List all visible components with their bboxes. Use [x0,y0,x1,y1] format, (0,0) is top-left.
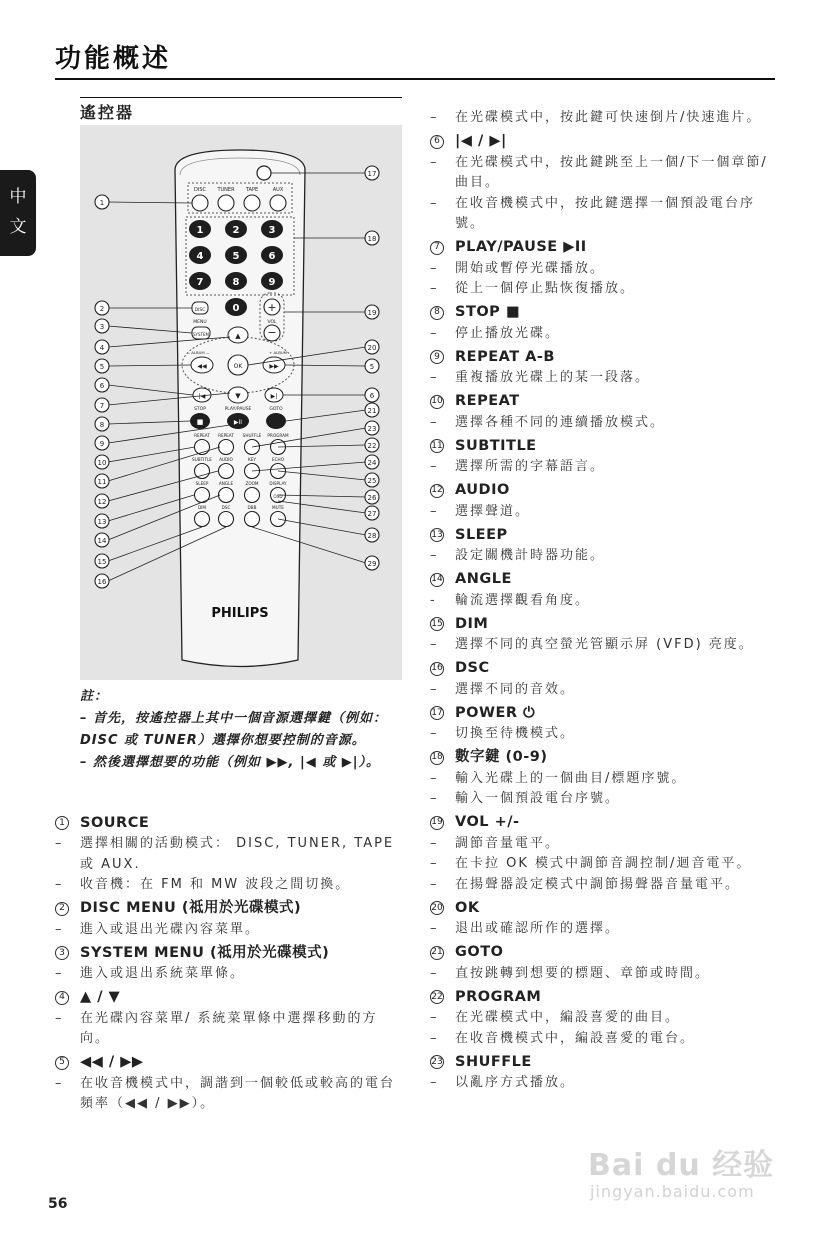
item-title: ◀◀ / ▶▶ [80,1054,144,1071]
function-item-line [55,920,405,941]
function-item-heading [430,480,775,502]
vol-plus-label: + [267,301,277,314]
item-title: REPEAT [455,393,520,410]
bullet-dash: – [430,1030,437,1046]
bullet-dash: – [430,965,437,981]
item-description: 選擇所需的字幕語言。 [455,459,606,474]
function-button [219,488,234,503]
callout-number: 16 [97,578,107,586]
item-description: 輸入光碟上的一個曲目/標題序號。 [455,770,687,786]
function-item-line [430,194,775,235]
item-title: SLEEP [455,526,508,543]
function-button-label: DIM [197,505,207,510]
item-title: PROGRAM [455,988,542,1005]
function-item-heading [430,942,775,964]
item-description: 選擇各種不同的連續播放模式。 [455,414,666,430]
item-description: 輪流選擇觀看角度。 [455,592,591,608]
callout-number: 15 [97,558,107,566]
callout-number: 6 [99,382,105,390]
item-description: 在光碟模式中，按此鍵跳至上一個/下一個章節/曲目。 [455,154,768,190]
watermark-url: jingyan.baidu.com [590,1182,755,1201]
item-description: 設定關機計時器功能。 [455,548,606,563]
item-number-badge: 19 [430,816,444,830]
item-description: 在光碟內容菜單/ 系統菜單條中選擇移動的方向。 [80,1010,378,1046]
bullet-dash: – [430,791,437,806]
item-title: ANGLE [455,571,512,588]
bullet-dash: – [430,370,437,385]
function-item-line [430,875,775,896]
note-line-1: – 首先，按遙控器上其中一個音源選擇鍵（例如：DISC 或 TUNER）選擇你想要控制的音源。 [80,711,388,748]
function-button-label: ZOOM [245,481,259,486]
bullet-dash: – [55,966,62,981]
callout-number: 12 [97,498,107,506]
callout-number: 29 [367,560,377,568]
item-number-badge: 10 [430,395,444,409]
item-number-badge: 21 [430,946,444,960]
digit-label: 3 [268,225,276,236]
callout-number: 5 [99,363,105,371]
function-item-heading [430,702,775,724]
callout-number: 7 [99,402,105,410]
function-button [219,440,234,455]
bullet-dash: – [430,414,437,430]
callout-number: 8 [99,421,105,429]
function-button [195,464,210,479]
function-item-line [430,724,775,745]
source-button [244,195,260,211]
callout-number: 24 [367,459,377,467]
remote-control-illustration [80,125,402,680]
function-button-label: DISPLAY [269,481,287,486]
bullet-dash: – [430,459,437,474]
function-button-label: SHUFFLE [242,433,262,438]
function-item-heading [430,237,775,259]
language-tab-char: 中 [9,187,27,207]
function-item-line [430,413,775,434]
callout-number: 21 [367,407,377,415]
next-label: ▶| [270,393,278,400]
power-button [257,166,271,180]
language-tab [0,170,36,256]
callout-number: 27 [367,510,377,518]
item-number-badge: 6 [430,135,444,149]
disc-menu-label: MENU [193,320,207,325]
item-title: DSC [455,660,490,677]
function-button [195,512,210,527]
item-title: SHUFFLE [455,1053,532,1070]
function-item-heading [55,1052,405,1074]
callout-number: 2 [99,305,105,313]
item-number-badge: 18 [430,751,444,765]
item-description: 直按跳轉到想要的標題、章節或時間。 [455,965,711,981]
function-button-label: ECHO [271,457,285,462]
function-button [219,512,234,527]
function-item-heading [430,391,775,413]
function-item-heading [55,898,405,920]
source-button [192,195,208,211]
item-description: 在揚聲器設定模式中調節揚聲器音量電平。 [455,876,741,892]
bullet-dash: – [430,260,437,276]
function-button-label: SUBTITLE [192,457,212,462]
remote-control-figure [80,125,402,680]
function-list-left [55,810,405,1115]
function-item-heading [430,435,775,457]
function-button [245,488,260,503]
item-title: GOTO [455,944,504,961]
bullet-dash: - [430,592,435,608]
item-description: 選擇不同的真空螢光管顯示屏 (VFD) 亮度。 [455,637,754,652]
function-item-line [430,324,775,345]
play-pause-label: PLAY/PAUSE [224,407,252,412]
digit-label: 2 [232,225,240,236]
stop-label: STOP [194,407,206,412]
digit-label: 5 [232,251,240,262]
bullet-dash: – [55,1075,62,1091]
digit-label: 0 [232,303,240,314]
function-item-heading [430,1051,775,1073]
function-button-label: DSC [221,505,231,510]
function-item-line [430,153,775,194]
section-heading: 遙控器 [80,103,135,122]
album-label: + ALBUM [269,350,287,355]
language-tab-label [0,182,36,242]
item-description: 停止播放光碟。 [455,325,561,341]
function-item-line [430,854,775,875]
callout-number: 6 [369,392,375,400]
item-description: 調節音量電平。 [455,835,561,851]
bullet-dash: – [430,921,437,936]
item-description: 輸入一個預設電台序號。 [455,791,621,806]
digit-label: 7 [196,277,204,288]
source-label: TAPE [245,187,259,193]
function-button-label: PROGRAM [267,433,289,438]
item-description: 退出或確認所作的選擇。 [455,921,621,936]
osd-label: OSD [273,494,283,499]
bullet-dash: – [430,876,437,892]
digit-label: 1 [196,225,204,236]
item-description: 在收音機模式中，編設喜愛的電台。 [455,1030,696,1046]
item-description: 重複播放光碟上的某一段落。 [455,370,651,385]
callout-number: 22 [367,442,377,450]
function-button-label: MUTE [272,505,284,510]
function-item-line [430,546,775,567]
item-description: 在收音機模式中，按此鍵選擇一個預設電台序號。 [455,195,756,231]
function-item-line [430,279,775,300]
bullet-dash: – [430,154,437,170]
item-title: SYSTEM MENU (祗用於光碟模式) [80,944,330,961]
bullet-dash: – [430,637,437,652]
bullet-dash: – [430,1075,437,1090]
item-description: 在光碟模式中，編設喜愛的曲目。 [455,1010,681,1025]
bullet-dash: – [430,1010,437,1025]
function-item-line [430,1008,775,1029]
note-line-2: – 然後選擇想要的功能（例如 ▶▶, |◀ 或 ▶|）。 [80,755,381,770]
item-title: 數字鍵 (0-9) [455,749,548,766]
function-item-line [430,919,775,940]
function-item-heading [430,658,775,680]
item-number-badge: 23 [430,1055,444,1069]
ok-label: OK [233,363,243,370]
item-number-badge: 1 [55,816,69,830]
item-number-badge: 12 [430,484,444,498]
goto-label: GOTO [269,407,283,412]
function-item-heading [55,942,405,964]
callout-number: 23 [367,425,377,433]
bullet-dash: – [430,503,437,519]
item-number-badge: 20 [430,901,444,915]
bullet-dash: – [430,681,437,697]
callout-leader [108,421,190,424]
function-item-heading [430,897,775,919]
item-number-badge: 8 [430,306,444,320]
item-title: DISC MENU (祗用於光碟模式) [80,900,302,917]
item-description: 選擇不同的音效。 [455,681,576,697]
function-item-heading [430,346,775,368]
item-number-badge: 7 [430,241,444,255]
disc-menu-label: DISC [194,308,206,313]
function-button [219,464,234,479]
function-item-line [430,769,775,790]
item-title: |◀ / ▶| [455,133,507,150]
item-number-badge: 5 [55,1056,69,1070]
callout-number: 14 [97,537,107,545]
item-number-badge: 16 [430,662,444,676]
source-button [270,195,286,211]
function-item-line [430,1029,775,1050]
nav-up-label: ▲ [235,332,241,340]
digit-label: 9 [268,277,276,288]
function-item-heading [430,986,775,1008]
item-number-badge: 9 [430,350,444,364]
function-item-heading [430,569,775,591]
item-description: 收音機：在 FM 和 MW 波段之間切換。 [80,877,351,892]
function-item-line [430,591,775,612]
item-description: 進入或退出系統菜單條。 [80,966,246,981]
source-label: DISC [194,187,206,193]
item-description: 選擇相關的活動模式： DISC, TUNER, TAPE 或 AUX. [80,836,395,872]
vol-label: VOL [267,320,277,325]
source-button [218,195,234,211]
source-label: TUNER [217,187,235,193]
function-item-line [55,1074,405,1115]
bullet-dash: – [430,770,437,786]
bullet-dash: – [430,195,437,211]
function-item-line [430,502,775,523]
callout-number: 26 [367,494,377,502]
bullet-dash: – [430,110,437,125]
function-item-line [55,964,405,985]
callout-number: 9 [99,440,105,448]
note-block [80,686,410,774]
function-item-heading [430,524,775,546]
note-label: 註： [80,689,109,704]
function-item-heading [430,812,775,834]
function-item-heading [430,747,775,769]
page-title: 功能概述 [55,44,172,74]
callout-number: 13 [97,518,107,526]
item-description: 選擇聲道。 [455,503,531,519]
function-item-heading [430,131,775,153]
bullet-dash: – [55,921,62,937]
function-item-line [430,789,775,810]
bullet-dash: – [55,836,62,851]
stop-icon: ■ [196,418,204,426]
play-pause-icon: ▶II [233,419,243,426]
function-button-label: SLEEP [195,481,209,486]
language-tab-chars [0,182,36,242]
callout-number: 25 [367,477,377,485]
function-button [245,512,260,527]
function-button-label: KEY [248,457,256,462]
function-item-line [55,834,405,875]
bullet-dash: – [430,325,437,341]
item-description: 開始或暫停光碟播放。 [455,260,606,276]
watermark-logo: Bai du 经验 [588,1148,775,1183]
function-button-label: REPEAT [218,433,234,438]
section-rule [80,97,402,98]
item-title: SUBTITLE [455,437,537,454]
function-item-line [430,635,775,656]
callout-number: 17 [367,170,377,178]
item-title: REPEAT A-B [455,348,555,365]
bullet-dash: – [430,281,437,296]
function-item-heading [430,613,775,635]
function-item-line [430,1073,775,1094]
nav-down-label: ▼ [235,392,241,400]
function-item-line [430,457,775,478]
callout-number: 19 [367,309,377,317]
function-item-line [55,875,405,896]
item-description: 在光碟模式中，按此鍵可快速倒片/快速進片。 [455,110,762,125]
item-title: VOL +/- [455,814,520,831]
bullet-dash: – [55,1010,62,1026]
item-number-badge: 2 [55,902,69,916]
goto-button [266,413,286,429]
item-description: 從上一個停止點恢復播放。 [455,281,636,296]
item-title: DIM [455,615,489,632]
item-description: 在卡拉 OK 模式中調節音調控制/迴音電平。 [455,856,752,871]
bullet-dash: – [430,548,437,563]
callout-number: 20 [367,344,377,352]
item-number-badge: 14 [430,573,444,587]
function-button-label: AUDIO [219,457,233,462]
digit-label: 6 [268,251,276,262]
function-item-line [430,680,775,701]
item-title: POWER ⏻ [455,704,536,721]
item-description: 以亂序方式播放。 [455,1075,576,1090]
title-rule [55,78,775,80]
digit-label: 8 [232,277,240,288]
album-label: — ALBUM — [186,350,210,355]
item-number-badge: 17 [430,706,444,720]
item-title: STOP ■ [455,304,521,321]
bullet-dash: – [430,856,437,871]
vol-minus-label: − [267,326,277,339]
function-item-heading [55,812,405,834]
function-item-line [430,834,775,855]
item-description: 切換至待機模式。 [455,726,576,741]
function-list-right [430,108,775,1094]
item-title: PLAY/PAUSE ▶II [455,239,587,256]
function-item-line [55,1009,405,1050]
language-tab-char: 文 [9,217,27,237]
system-menu-label: SYSTEM [193,332,209,337]
function-item-line [430,964,775,985]
callout-number: 10 [97,459,107,467]
bullet-dash: – [430,835,437,851]
prev-label: |◀ [198,393,206,400]
nav-right-label: ▶▶ [269,363,279,370]
item-number-badge: 22 [430,990,444,1004]
item-description: 在收音機模式中，調諧到一個較低或較高的電台頻率（◀◀ / ▶▶）。 [80,1075,396,1111]
item-title: AUDIO [455,482,510,499]
item-number-badge: 13 [430,528,444,542]
bullet-dash: – [55,877,62,892]
item-number-badge: 15 [430,617,444,631]
function-button-label: REPEAT [194,433,210,438]
function-item-heading [430,302,775,324]
callout-number: 5 [369,363,375,371]
brand-logo: PHILIPS [211,606,269,621]
bullet-dash: – [430,726,437,741]
function-item-heading [55,987,405,1009]
source-label: AUX [272,187,284,193]
callout-number: 3 [99,323,105,331]
callout-number: 4 [99,344,105,352]
digit-label: 4 [196,251,204,262]
function-item-line [430,259,775,280]
item-title: OK [455,899,480,916]
item-description: 進入或退出光碟內容菜單。 [80,921,261,937]
function-item-line [430,368,775,389]
item-title: ▲ / ▼ [80,989,121,1006]
function-button-label: ANGLE [218,481,234,486]
item-number-badge: 11 [430,439,444,453]
item-number-badge: 4 [55,991,69,1005]
item-title: SOURCE [80,814,150,831]
callout-number: 28 [367,532,377,540]
function-item-line [430,108,775,129]
item-number-badge: 3 [55,946,69,960]
nav-left-label: ◀◀ [197,363,207,370]
function-button-label: DBB [247,505,257,510]
callout-number: 18 [367,235,377,243]
callout-number: 1 [99,199,105,207]
page-number: 56 [48,1196,68,1212]
callout-number: 11 [97,478,107,486]
